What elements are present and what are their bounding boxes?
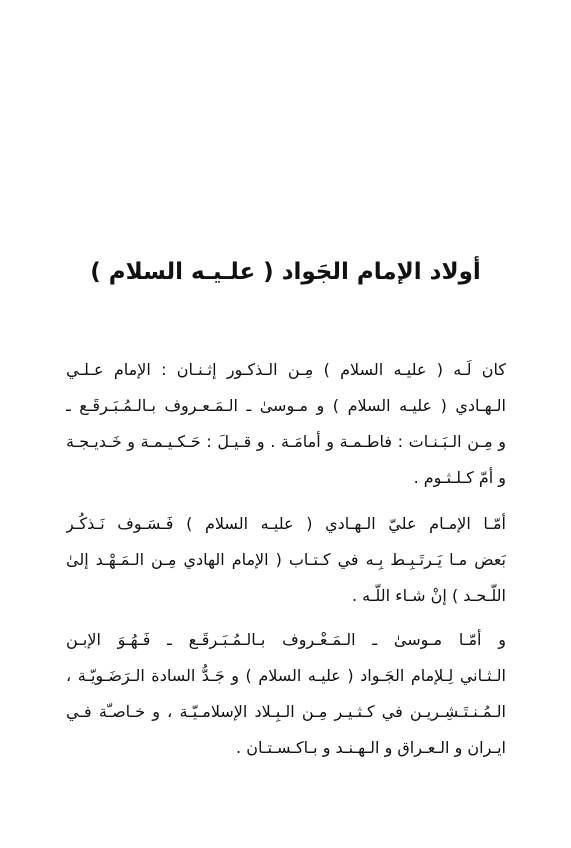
text-line: بَعض مـا يَـرتَـبِـط بِـه في كـتـاب ( الإمام الهادي مِـن الـمَـهْـد إلىٰ: [66, 550, 506, 569]
text-line: اللّـحـد ) إنْ شـاء اللّـه .: [351, 586, 506, 605]
text-line: أمّـا الإمـام عليّ الـهـادي ( عليـه السلام ) فَـسَـوف نَـذكُـر: [66, 514, 506, 533]
text-line: و أمّ كـلـثـوم .: [413, 468, 506, 487]
chapter-title: أولاد الإمام الجَواد ( علـيـه السلام ): [90, 259, 481, 285]
text-line: كان لَـه ( عليـه السلام ) مِـن الـذكـور إثـنـان : الإمام عـلـي: [66, 360, 506, 379]
paragraph-musa-mubarqa: [66, 622, 506, 766]
text-line: الـثـاني لِـلإمام الجَـواد ( عليـه السلام ) و جَـدُّ السادة الـرَضَـويّـة ،: [66, 666, 506, 685]
text-line: ايـران و الـعـراق و الـهـنـد و بـاكـسـتـان .: [236, 738, 506, 757]
paragraph-imam-hadi: [66, 506, 506, 614]
text-line: الـهـادي ( عليـه السلام ) و مـوسىٰ ـ الـمَـعـروف بـالـمُـبَـرقَـع ـ: [66, 396, 506, 415]
text-line: و أمّـا مـوسىٰ ـ الـمَـعْـروف بـالـمُـبَـرقَـع ـ فَـهُـوَ الإبـن: [66, 630, 506, 649]
text-line: الـمُـنـتَـشِـريـن في كـثـيـر مِـن الـبِـلاد الإسلامـيّـة ، و خـاصـّة فـي: [66, 702, 506, 721]
text-line: و مِـن الـبَـنـات : فاطـمـة و أمامَـة . و قـيـلَ : حَـكـيـمـة و خَـديـجـة: [66, 432, 506, 451]
paragraph-children-list: [66, 352, 506, 496]
